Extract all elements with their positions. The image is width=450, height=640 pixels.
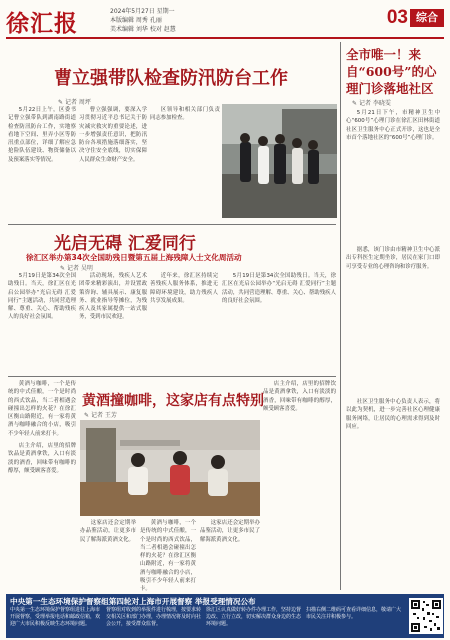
- design-line: 美术编辑 刘华 校对 赵慧: [110, 26, 176, 33]
- article2-paragraph: 5月19日是第34次全国助残日。当天，徐汇区在光启公园举办“光启无碍 汇爱同行”主题活动，共同营造理解、尊重、关心、帮助残疾人的良好社会氛围。: [8, 273, 76, 321]
- page-number: 03: [386, 7, 408, 28]
- article4-paragraph: 5月21日下午，市精神卫生中心“600号”心理门诊在徐汇区田林街道社区卫生服务中心正式开诊，这也是全市首个落地社区的“600号”心理门诊。: [346, 110, 440, 141]
- article3-paragraph: 店主介绍，店里的招牌饮品是黄酒拿铁，入口有淡淡的酒香，回味带有咖啡的醇厚，颇受顾客喜爱。: [8, 443, 76, 474]
- article3-col4: [200, 519, 260, 589]
- article2-paragraph: 活动现场，残疾人艺术团带来精彩演出，并设置政策咨询、辅具展示、康复服务、就业指导等摊位，为残疾人及其家属提供一站式服务，受到市民欢迎。: [79, 273, 147, 321]
- bottom-notice-bar: [6, 594, 444, 638]
- article3-col2: [80, 519, 136, 589]
- article2-byline: [60, 263, 93, 272]
- article3-byline-text: 记者 王芳: [90, 412, 117, 419]
- article2-col2: [79, 272, 147, 372]
- article2-col3: [150, 272, 218, 372]
- article1-col1: [8, 106, 76, 216]
- article2-byline-text: 记者 吴明: [66, 265, 93, 272]
- article3-col1: [8, 442, 76, 588]
- article4-headline: 全市唯一！来自“600号”的心理门诊落地社区: [346, 47, 437, 96]
- article3-col3: [140, 519, 196, 593]
- article3-paragraph: 黄酒与咖啡，一个是传统的中式佳酿，一个是时尚的西式饮品，当二者相遇会碰撞出怎样的火花？在徐汇区衡山路附近，有一家将黄酒与咖啡融合的小店，吸引不少年轻人前来打卡。: [8, 381, 76, 437]
- editor-line: 本版编辑 周秀 孔丽: [110, 17, 162, 24]
- bottom-notice-col3: 徐汇区认真做好转办件办理工作，坚持边督边改、立行立改，切实解决群众身边的生态环境问题。: [206, 607, 302, 627]
- article1-paragraph: 曹立强强调，要深入学习贯彻习近平总书记关于防灾减灾救灾的重要论述，进一步增强责任意识，把防汛防台各项措施落细落实，坚决守住安全底线，切实保障人民群众生命财产安全。: [79, 107, 147, 163]
- article4-col-mid: [346, 246, 440, 396]
- section-divider: [8, 224, 336, 225]
- article1-col3: [150, 106, 220, 216]
- article1-byline: [58, 97, 91, 106]
- article2-col1: [8, 272, 76, 372]
- article4-paragraph: 社区卫生服务中心负责人表示，将以此为契机，进一步完善社区心理健康服务网络，让居民的心理需求得到及时回应。: [346, 399, 440, 430]
- bottom-notice-col1: 中央第一生态环境保护督察组进驻上海市开展督察，受理举报电话和邮政信箱，欢迎广大市民积极反映生态环境问题。: [10, 607, 101, 627]
- pen-icon: ✎: [60, 265, 66, 272]
- article1-headline: 曹立强带队检查防汛防台工作: [54, 68, 288, 89]
- bottom-notice-title: 中央第一生态环境保护督察组第四轮对上海市开展督察 举报受理情况公布: [10, 597, 256, 606]
- article3-col-right: [263, 380, 336, 585]
- article1-paragraph: 区领导和相关部门负责同志参加检查。: [150, 107, 220, 122]
- article3-paragraph: 店主介绍，店里的招牌饮品是黄酒拿铁，入口有淡淡的酒香，回味带有咖啡的醇厚，颇受顾客喜爱。: [263, 381, 336, 412]
- article2-headline: 光启无碍 汇爱同行: [54, 234, 196, 254]
- date-line: 2024年5月27日 星期一: [110, 8, 175, 15]
- bottom-notice-col2: 督察组对收到的举报件进行梳理，按要求转交相关区和部门办理，办理情况将及时向社会公开，接受群众监督。: [106, 607, 202, 627]
- column-divider: [340, 42, 341, 590]
- issue-meta: [110, 7, 176, 34]
- article4-paragraph: 据悉，该门诊由市精神卫生中心派出专科医生定期坐诊，居民在家门口即可享受专业的心理咨询和诊疗服务。: [346, 247, 440, 270]
- article3-paragraph: 这家店还会定期举办品鉴活动，让更多市民了解海派黄酒文化。: [200, 520, 260, 543]
- article1-col2: [79, 106, 147, 216]
- article1-paragraph: 5月22日上午，区委书记曹立强带队到湖南路街道检查防汛防台工作，实地察看地下空间、里弄小区等防汛重点部位，详细了解应急抢险队伍建设、物资储备以及预案落实等情况。: [8, 107, 76, 163]
- qr-code[interactable]: [409, 598, 443, 634]
- article4-col-bottom: [346, 398, 440, 588]
- article2-paragraph: 近年来，徐汇区持续完善残疾人服务体系，推进无障碍环境建设，助力残疾人共享发展成果。: [150, 273, 218, 304]
- pen-icon: ✎: [352, 100, 358, 107]
- article3-byline: [84, 410, 117, 419]
- article4-byline: [352, 98, 391, 107]
- article2-subtitle: 徐汇区举办第34次全国助残日暨第五届上海残障人士文化周活动: [26, 253, 242, 262]
- article4-byline-text: 记者 李晓雯: [358, 100, 391, 107]
- article4-header: [346, 46, 444, 97]
- masthead: [6, 3, 444, 39]
- article3-col-top-left: [8, 380, 76, 440]
- article1-byline-text: 记者 周坪: [64, 99, 91, 106]
- article4-col-top: [346, 109, 440, 244]
- newspaper-logo: 徐汇报: [6, 10, 78, 37]
- article3-paragraph: 黄酒与咖啡，一个是传统的中式佳酿，一个是时尚的西式饮品，当二者相遇会碰撞出怎样的火花？在徐汇区衡山路附近，有一家将黄酒与咖啡融合的小店，吸引不少年轻人前来打卡。: [140, 520, 196, 593]
- pen-icon: ✎: [84, 412, 90, 419]
- article3-paragraph: 这家店还会定期举办品鉴活动，让更多市民了解海派黄酒文化。: [80, 520, 136, 543]
- article1-photo: [222, 104, 337, 218]
- article3-photo: [80, 420, 260, 516]
- article2-col4: [222, 272, 336, 372]
- article2-paragraph: 5月19日是第34次全国助残日。当天，徐汇区在光启公园举办“光启无碍 汇爱同行”主题活动，共同营造理解、尊重、关心、帮助残疾人的良好社会氛围。: [222, 273, 336, 304]
- section-divider: [8, 376, 336, 377]
- bottom-notice-col4: 扫描右侧二维码可查看详细信息，敬请广大市民关注并积极参与。: [306, 607, 402, 620]
- article3-headline: 黄酒撞咖啡，这家店有点特别: [82, 393, 264, 409]
- section-label: 综合: [410, 9, 444, 27]
- pen-icon: ✎: [58, 99, 64, 106]
